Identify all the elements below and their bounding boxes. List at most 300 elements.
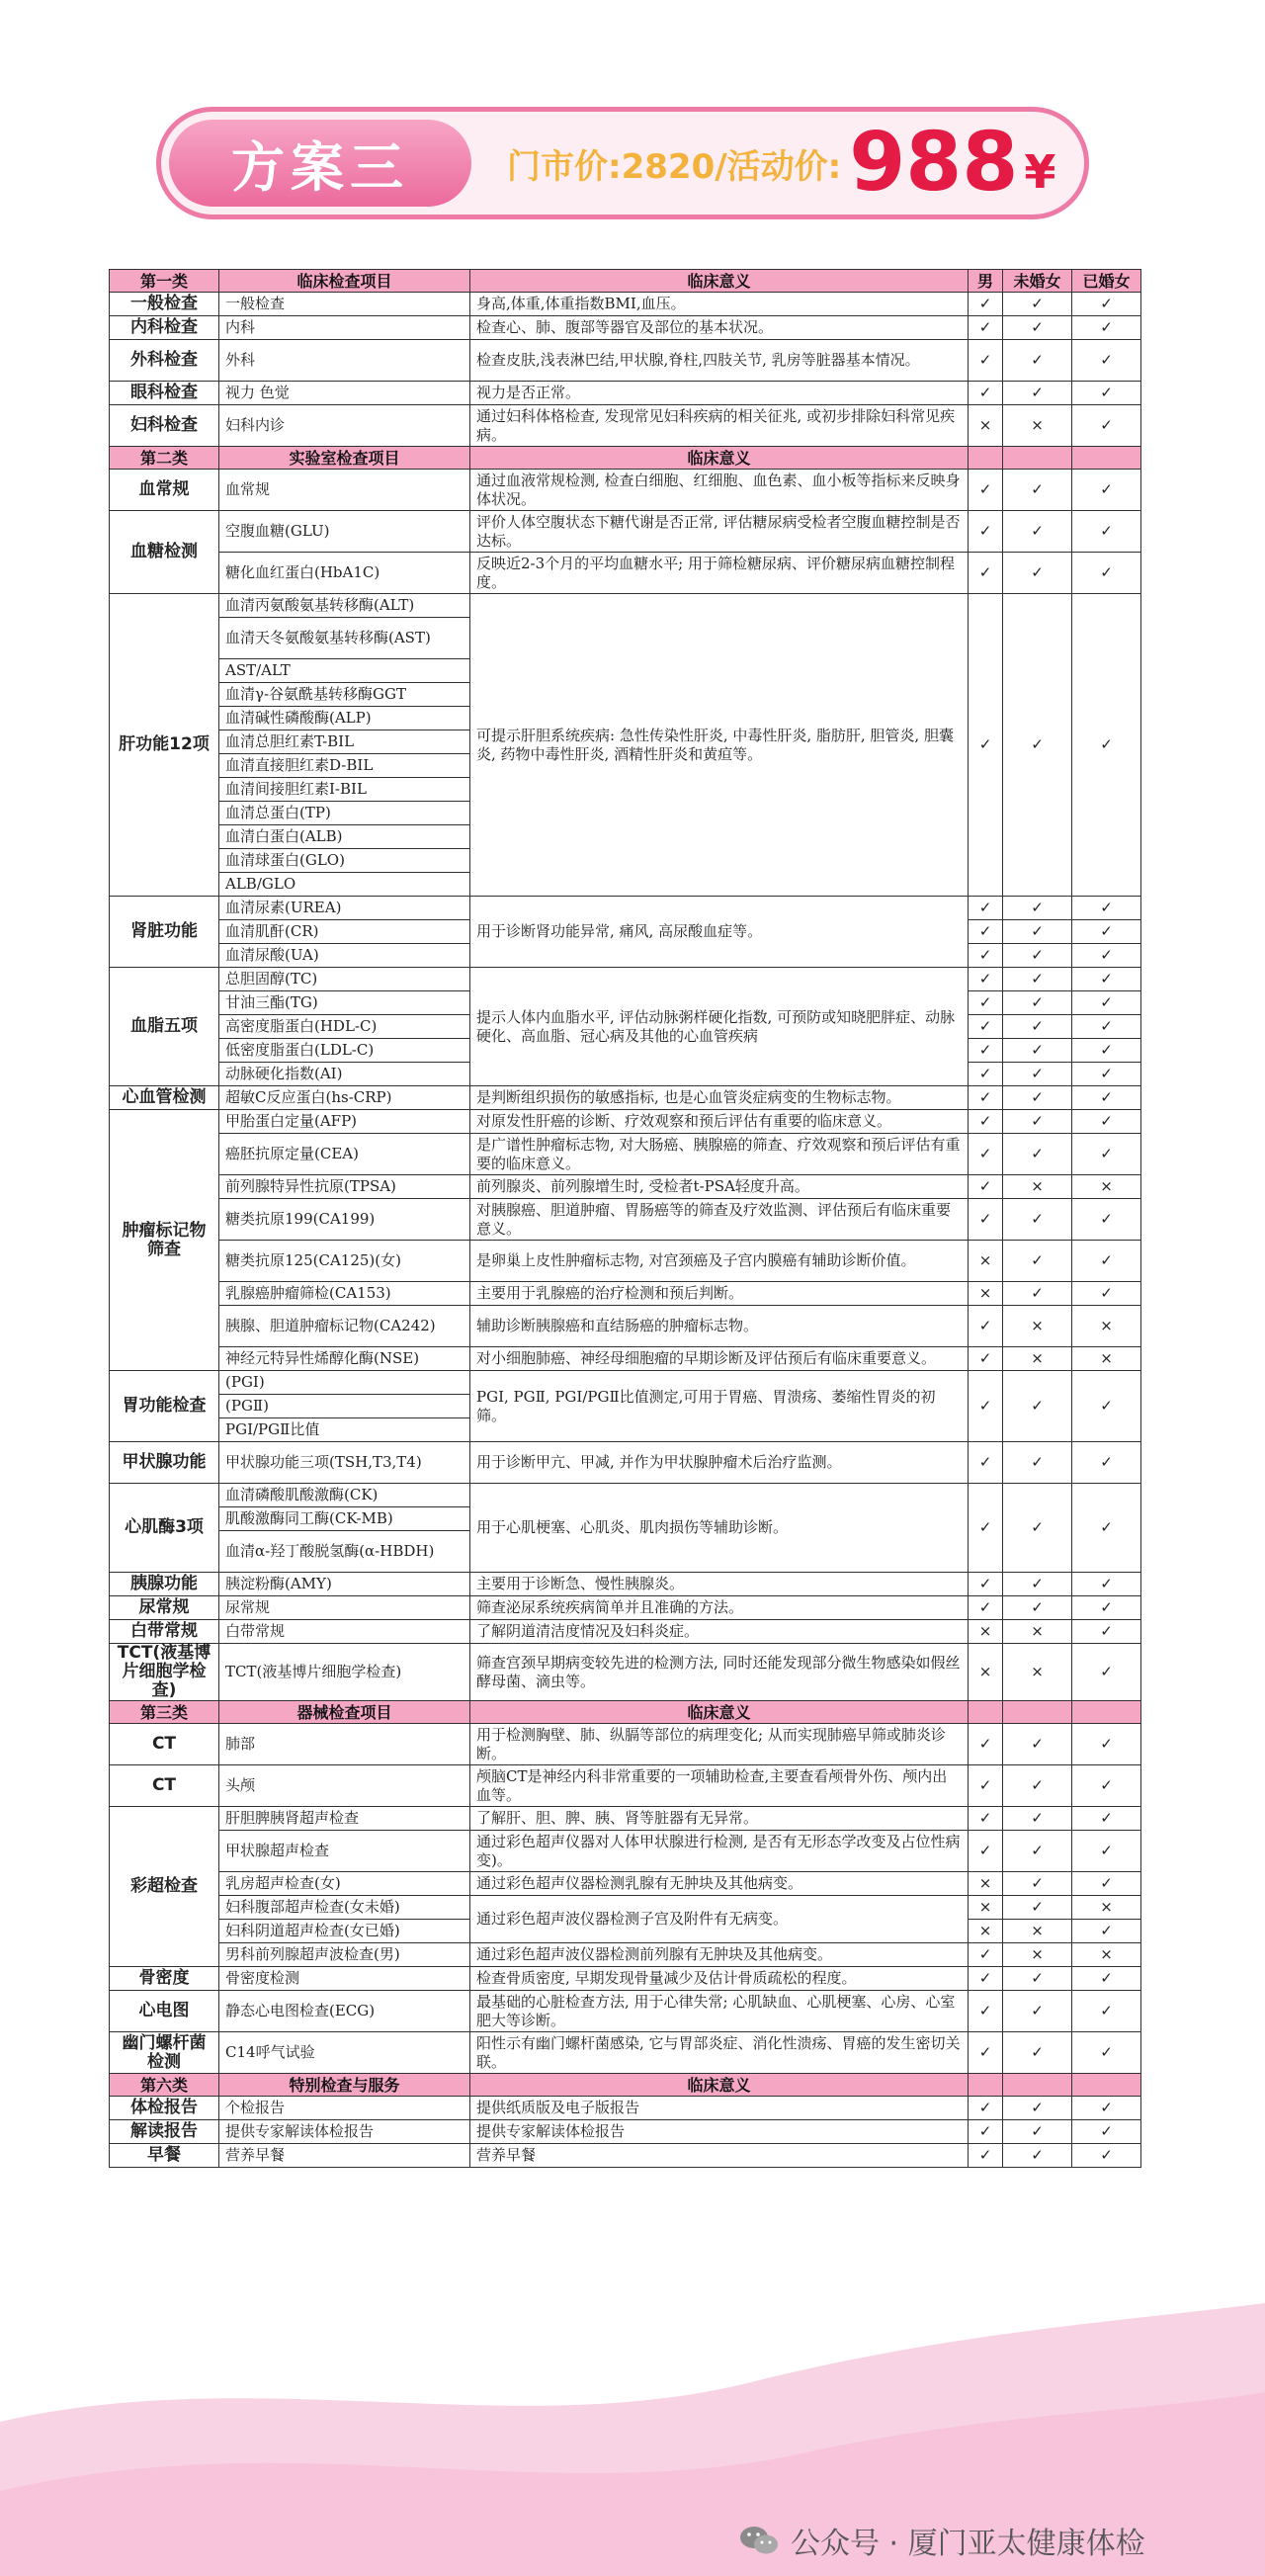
item-name: 甲状腺超声检查 (219, 1831, 470, 1872)
mark-unmarried-female: ✓ (1003, 1872, 1072, 1896)
mark-male: × (969, 1872, 1003, 1896)
mark-unmarried-female: ✓ (1003, 1371, 1072, 1442)
table-row (110, 2144, 1141, 2168)
mark-unmarried-female: ✓ (1003, 1110, 1072, 1134)
section-meaning-title: 临床意义 (470, 2074, 969, 2097)
mark-married-female: × (1072, 1306, 1141, 1347)
clinical-meaning: 辅助诊断胰腺癌和直结肠癌的肿瘤标志物。 (470, 1306, 969, 1347)
table-row (110, 511, 1141, 553)
item-name: 胰淀粉酶(AMY) (219, 1573, 470, 1596)
table-row (110, 2120, 1141, 2144)
mark-married-female: ✓ (1072, 2144, 1141, 2168)
mark-married-female: ✓ (1072, 944, 1141, 968)
clinical-meaning: 颅脑CT是神经内科非常重要的一项辅助检查,主要查看颅骨外伤、颅内出血等。 (470, 1765, 969, 1807)
item-name: 糖类抗原125(CA125)(女) (219, 1241, 470, 1282)
col-male (969, 1701, 1003, 1724)
category-label: 一般检查 (110, 293, 219, 316)
mark-male: ✓ (969, 1110, 1003, 1134)
mark-unmarried-female: ✓ (1003, 2144, 1072, 2168)
mark-male: ✓ (969, 293, 1003, 316)
section-items-title: 特别检查与服务 (219, 2074, 470, 2097)
mark-married-female: ✓ (1072, 1620, 1141, 1644)
item-name: 血清α-羟丁酸脱氢酶(α-HBDH) (219, 1531, 470, 1573)
mark-unmarried-female: ✓ (1003, 920, 1072, 944)
item-name: 前列腺特异性抗原(TPSA) (219, 1175, 470, 1199)
clinical-meaning: 用于诊断肾功能异常, 痛风, 高尿酸血症等。 (470, 897, 969, 968)
clinical-meaning: 对小细胞肺癌、神经母细胞瘤的早期诊断及评估预后有临床重要意义。 (470, 1347, 969, 1371)
item-name: 肝胆脾胰肾超声检查 (219, 1807, 470, 1831)
footer-brand-text: 公众号 · 厦门亚太健康体检 (791, 2527, 1145, 2561)
table-row (110, 1872, 1141, 1896)
table-row (110, 340, 1141, 382)
clinical-meaning: 通过彩色超声仪器对人体甲状腺进行检测, 是否有无形态学改变及占位性病变)。 (470, 1831, 969, 1872)
item-name: 提供专家解读体检报告 (219, 2120, 470, 2144)
clinical-meaning: 反映近2-3个月的平均血糖水平; 用于筛检糖尿病、评价糖尿病血糖控制程度。 (470, 553, 969, 594)
mark-unmarried-female: ✓ (1003, 1134, 1072, 1175)
item-name: 甘油三酯(TG) (219, 991, 470, 1015)
table-row (110, 470, 1141, 511)
category-label: CT (110, 1765, 219, 1807)
category-label: 早餐 (110, 2144, 219, 2168)
clinical-meaning: 了解阴道清洁度情况及妇科炎症。 (470, 1620, 969, 1644)
clinical-meaning: 评价人体空腹状态下糖代谢是否正常, 评估糖尿病受检者空腹血糖控制是否达标。 (470, 511, 969, 553)
mark-unmarried-female: ✓ (1003, 1724, 1072, 1765)
category-label: 胃功能检查 (110, 1371, 219, 1442)
mark-male: ✓ (969, 1086, 1003, 1110)
mark-married-female: ✓ (1072, 553, 1141, 594)
mark-married-female: ✓ (1072, 594, 1141, 897)
item-name: 外科 (219, 340, 470, 382)
mark-married-female: ✓ (1072, 1644, 1141, 1701)
table-row (110, 1086, 1141, 1110)
mark-married-female: ✓ (1072, 340, 1141, 382)
mark-male: ✓ (969, 1134, 1003, 1175)
table-row (110, 1175, 1141, 1199)
section-items-title: 临床检查项目 (219, 270, 470, 293)
mark-male: ✓ (969, 920, 1003, 944)
mark-married-female: ✓ (1072, 1831, 1141, 1872)
table-row (110, 1199, 1141, 1241)
clinical-meaning: 营养早餐 (470, 2144, 969, 2168)
table-row (110, 1282, 1141, 1306)
clinical-meaning: 提供纸质版及电子版报告 (470, 2097, 969, 2120)
wechat-icon (739, 2525, 779, 2556)
mark-unmarried-female: ✓ (1003, 382, 1072, 405)
section-class: 第二类 (110, 447, 219, 470)
item-name: (PGⅠ) (219, 1371, 470, 1395)
item-name: 神经元特异性烯醇化酶(NSE) (219, 1347, 470, 1371)
mark-married-female: ✓ (1072, 1241, 1141, 1282)
mark-male: ✓ (969, 2032, 1003, 2074)
clinical-meaning: 最基础的心脏检查方法, 用于心律失常; 心肌缺血、心肌梗塞、心房、心室肥大等诊断。 (470, 1991, 969, 2032)
item-name: 血清直接胆红素D-BIL (219, 754, 470, 778)
table-row (110, 1371, 1141, 1395)
item-name: 动脉硬化指数(AI) (219, 1063, 470, 1086)
item-name: 头颅 (219, 1765, 470, 1807)
item-name: 静态心电图检查(ECG) (219, 1991, 470, 2032)
mark-male: ✓ (969, 470, 1003, 511)
item-name: 血清碱性磷酸酶(ALP) (219, 707, 470, 730)
category-label: 肿瘤标记物筛查 (110, 1110, 219, 1371)
mark-male: × (969, 1644, 1003, 1701)
item-name: TCT(液基博片细胞学检查) (219, 1644, 470, 1701)
mark-married-female: ✓ (1072, 1015, 1141, 1039)
item-name: 高密度脂蛋白(HDL-C) (219, 1015, 470, 1039)
mark-male: ✓ (969, 944, 1003, 968)
mark-married-female: ✓ (1072, 1807, 1141, 1831)
table-row (110, 968, 1141, 991)
mark-unmarried-female: ✓ (1003, 991, 1072, 1015)
mark-married-female: ✓ (1072, 1199, 1141, 1241)
item-name: 低密度脂蛋白(LDL-C) (219, 1039, 470, 1063)
item-name: 癌胚抗原定量(CEA) (219, 1134, 470, 1175)
mark-male: ✓ (969, 553, 1003, 594)
mark-male: ✓ (969, 1967, 1003, 1991)
table-row (110, 1484, 1141, 1507)
item-name: 肌酸激酶同工酶(CK-MB) (219, 1507, 470, 1531)
mark-male: ✓ (969, 1807, 1003, 1831)
mark-married-female: ✓ (1072, 1967, 1141, 1991)
mark-male: ✓ (969, 1347, 1003, 1371)
table-row (110, 897, 1141, 920)
item-name: 血清γ-谷氨酰基转移酶GGT (219, 683, 470, 707)
mark-married-female: × (1072, 1347, 1141, 1371)
clinical-meaning: 用于诊断甲亢、甲减, 并作为甲状腺肿瘤术后治疗监测。 (470, 1442, 969, 1484)
mark-male: ✓ (969, 1063, 1003, 1086)
mark-unmarried-female: ✓ (1003, 1807, 1072, 1831)
category-label: 心血管检测 (110, 1086, 219, 1110)
item-name: 肺部 (219, 1724, 470, 1765)
mark-married-female: ✓ (1072, 2097, 1141, 2120)
mark-unmarried-female: ✓ (1003, 1573, 1072, 1596)
col-married-female (1072, 2074, 1141, 2097)
category-label: 心肌酶3项 (110, 1484, 219, 1573)
item-name: 乳房超声检查(女) (219, 1872, 470, 1896)
mark-unmarried-female: ✓ (1003, 1442, 1072, 1484)
mark-unmarried-female: ✓ (1003, 1831, 1072, 1872)
mark-male: ✓ (969, 1199, 1003, 1241)
mark-male: × (969, 1620, 1003, 1644)
mark-unmarried-female: ✓ (1003, 2120, 1072, 2144)
category-label: 骨密度 (110, 1967, 219, 1991)
mark-married-female: ✓ (1072, 382, 1141, 405)
section-items-title: 实验室检查项目 (219, 447, 470, 470)
category-label: TCT(液基博片细胞学检查) (110, 1644, 219, 1701)
item-name: 营养早餐 (219, 2144, 470, 2168)
category-label: 血糖检测 (110, 511, 219, 594)
mark-married-female: ✓ (1072, 897, 1141, 920)
item-name: AST/ALT (219, 659, 470, 683)
section-header (110, 2074, 1141, 2097)
mark-unmarried-female: ✓ (1003, 293, 1072, 316)
table-row (110, 1807, 1141, 1831)
section-items-title: 器械检查项目 (219, 1701, 470, 1724)
plan-title: 方案三 (231, 135, 409, 199)
section-class: 第六类 (110, 2074, 219, 2097)
table-row (110, 293, 1141, 316)
mark-unmarried-female: × (1003, 1306, 1072, 1347)
mark-married-female: ✓ (1072, 1765, 1141, 1807)
item-name: 血清丙氨酸氨基转移酶(ALT) (219, 594, 470, 618)
item-name: 妇科内诊 (219, 405, 470, 447)
clinical-meaning: 筛查宫颈早期病变较先进的检测方法, 同时还能发现部分微生物感染如假丝酵母菌、滴虫等。 (470, 1644, 969, 1701)
price-label: 门市价:2820/活动价: (507, 146, 842, 187)
mark-unmarried-female: × (1003, 1644, 1072, 1701)
mark-male: ✓ (969, 1015, 1003, 1039)
mark-married-female: ✓ (1072, 1063, 1141, 1086)
mark-married-female: ✓ (1072, 1573, 1141, 1596)
price-area (507, 112, 1055, 215)
table-row (110, 1134, 1141, 1175)
item-name: 血清磷酸肌酸激酶(CK) (219, 1484, 470, 1507)
clinical-meaning: PGⅠ, PGⅡ, PGⅠ/PGⅡ比值测定,可用于胃癌、胃溃疡、萎缩性胃炎的初筛。 (470, 1371, 969, 1442)
category-label: 妇科检查 (110, 405, 219, 447)
price-value: 988 (849, 116, 1019, 210)
mark-male: ✓ (969, 968, 1003, 991)
table-row (110, 1442, 1141, 1484)
table-row (110, 1644, 1141, 1701)
item-name: 糖化血红蛋白(HbA1C) (219, 553, 470, 594)
table-row (110, 553, 1141, 594)
mark-male: ✓ (969, 1596, 1003, 1620)
category-label: CT (110, 1724, 219, 1765)
category-label: 彩超检查 (110, 1807, 219, 1967)
table-row (110, 1943, 1141, 1967)
category-label: 内科检查 (110, 316, 219, 340)
item-name: 血清肌酐(CR) (219, 920, 470, 944)
section-header (110, 447, 1141, 470)
mark-married-female: ✓ (1072, 2032, 1141, 2074)
col-male (969, 2074, 1003, 2097)
section-class: 第三类 (110, 1701, 219, 1724)
clinical-meaning: 检查心、肺、腹部等器官及部位的基本状况。 (470, 316, 969, 340)
table-row (110, 1347, 1141, 1371)
mark-unmarried-female: × (1003, 1943, 1072, 1967)
clinical-meaning: 检查皮肤,浅表淋巴结,甲状腺,脊柱,四肢关节, 乳房等脏器基本情况。 (470, 340, 969, 382)
col-male (969, 447, 1003, 470)
item-name: 血清总蛋白(TP) (219, 802, 470, 825)
mark-male: ✓ (969, 511, 1003, 553)
item-name: 甲胎蛋白定量(AFP) (219, 1110, 470, 1134)
table-row (110, 1831, 1141, 1872)
clinical-meaning: 是广谱性肿瘤标志物, 对大肠癌、胰腺癌的筛查、疗效观察和预后评估有重要的临床意义。 (470, 1134, 969, 1175)
clinical-meaning: 通过彩色超声波仪器检测子宫及附件有无病变。 (470, 1896, 969, 1943)
item-name: 妇科腹部超声检查(女未婚) (219, 1896, 470, 1920)
mark-male: ✓ (969, 1175, 1003, 1199)
category-label: 白带常规 (110, 1620, 219, 1644)
col-unmarried-female: 未婚女 (1003, 270, 1072, 293)
mark-unmarried-female: ✓ (1003, 553, 1072, 594)
item-name: 血清总胆红素T-BIL (219, 730, 470, 754)
mark-unmarried-female: ✓ (1003, 897, 1072, 920)
mark-married-female: ✓ (1072, 316, 1141, 340)
item-name: 一般检查 (219, 293, 470, 316)
item-name: 尿常规 (219, 1596, 470, 1620)
table-row (110, 1573, 1141, 1596)
category-label: 肝功能12项 (110, 594, 219, 897)
mark-married-female: ✓ (1072, 2120, 1141, 2144)
item-name: 血清尿素(UREA) (219, 897, 470, 920)
mark-male: ✓ (969, 897, 1003, 920)
category-label: 血脂五项 (110, 968, 219, 1086)
clinical-meaning: 提供专家解读体检报告 (470, 2120, 969, 2144)
item-name: 超敏C反应蛋白(hs-CRP) (219, 1086, 470, 1110)
mark-male: × (969, 1241, 1003, 1282)
mark-male: ✓ (969, 2097, 1003, 2120)
item-name: 总胆固醇(TC) (219, 968, 470, 991)
clinical-meaning: 提示人体内血脂水平, 评估动脉粥样硬化指数, 可预防或知晓肥胖症、动脉硬化、高血脂、冠心病及其他的心血管疾病 (470, 968, 969, 1086)
mark-unmarried-female: ✓ (1003, 340, 1072, 382)
mark-married-female: ✓ (1072, 293, 1141, 316)
mark-unmarried-female: × (1003, 1920, 1072, 1943)
mark-unmarried-female: ✓ (1003, 316, 1072, 340)
mark-married-female: ✓ (1072, 1039, 1141, 1063)
mark-male: ✓ (969, 594, 1003, 897)
col-married-female (1072, 447, 1141, 470)
mark-unmarried-female: ✓ (1003, 1596, 1072, 1620)
item-name: 骨密度检测 (219, 1967, 470, 1991)
plan-banner (156, 107, 1089, 219)
mark-married-female: ✓ (1072, 1134, 1141, 1175)
category-label: 幽门螺杆菌检测 (110, 2032, 219, 2074)
mark-married-female: ✓ (1072, 1484, 1141, 1573)
clinical-meaning: 通过彩色超声仪器检测乳腺有无肿块及其他病变。 (470, 1872, 969, 1896)
mark-male: ✓ (969, 1039, 1003, 1063)
item-name: 血清间接胆红素I-BIL (219, 778, 470, 802)
mark-male: ✓ (969, 340, 1003, 382)
mark-unmarried-female: × (1003, 405, 1072, 447)
mark-unmarried-female: × (1003, 1620, 1072, 1644)
item-name: 乳腺癌肿瘤筛检(CA153) (219, 1282, 470, 1306)
mark-unmarried-female: ✓ (1003, 1896, 1072, 1920)
mark-male: ✓ (969, 1442, 1003, 1484)
item-name: ALB/GLO (219, 873, 470, 897)
mark-married-female: ✓ (1072, 1371, 1141, 1442)
table-row (110, 316, 1141, 340)
item-name: 血常规 (219, 470, 470, 511)
mark-unmarried-female: ✓ (1003, 1241, 1072, 1282)
item-name: 视力 色觉 (219, 382, 470, 405)
item-name: 胰腺、胆道肿瘤标记物(CA242) (219, 1306, 470, 1347)
mark-male: ✓ (969, 1371, 1003, 1442)
category-label: 尿常规 (110, 1596, 219, 1620)
mark-married-female: ✓ (1072, 1596, 1141, 1620)
section-header (110, 270, 1141, 293)
item-name: 内科 (219, 316, 470, 340)
table-row (110, 1765, 1141, 1807)
item-name: 甲状腺功能三项(TSH,T3,T4) (219, 1442, 470, 1484)
item-name: 个检报告 (219, 2097, 470, 2120)
mark-unmarried-female: ✓ (1003, 968, 1072, 991)
col-married-female: 已婚女 (1072, 270, 1141, 293)
mark-married-female: × (1072, 1175, 1141, 1199)
mark-male: ✓ (969, 1991, 1003, 2032)
clinical-meaning: 是卵巢上皮性肿瘤标志物, 对宫颈癌及子宫内膜癌有辅助诊断价值。 (470, 1241, 969, 1282)
mark-male: ✓ (969, 1306, 1003, 1347)
clinical-meaning: 通过妇科体格检查, 发现常见妇科疾病的相关征兆, 或初步排除妇科常见疾病。 (470, 405, 969, 447)
mark-male: ✓ (969, 1765, 1003, 1807)
mark-unmarried-female: ✓ (1003, 1991, 1072, 2032)
category-label: 心电图 (110, 1991, 219, 2032)
item-name: 血清白蛋白(ALB) (219, 825, 470, 849)
table-row (110, 405, 1141, 447)
mark-unmarried-female: ✓ (1003, 511, 1072, 553)
table-row (110, 594, 1141, 618)
mark-unmarried-female: ✓ (1003, 2032, 1072, 2074)
item-name: 血清天冬氨酸氨基转移酶(AST) (219, 618, 470, 659)
clinical-meaning: 视力是否正常。 (470, 382, 969, 405)
table-row (110, 1596, 1141, 1620)
item-name: 血清尿酸(UA) (219, 944, 470, 968)
table-row (110, 382, 1141, 405)
clinical-meaning: 通过彩色超声波仪器检测前列腺有无肿块及其他病变。 (470, 1943, 969, 1967)
mark-male: ✓ (969, 1573, 1003, 1596)
col-unmarried-female (1003, 447, 1072, 470)
section-meaning-title: 临床意义 (470, 1701, 969, 1724)
mark-unmarried-female: × (1003, 1347, 1072, 1371)
item-name: 血清球蛋白(GLO) (219, 849, 470, 873)
mark-male: ✓ (969, 382, 1003, 405)
category-label: 胰腺功能 (110, 1573, 219, 1596)
col-unmarried-female (1003, 2074, 1072, 2097)
clinical-meaning: 是判断组织损伤的敏感指标, 也是心血管炎症病变的生物标志物。 (470, 1086, 969, 1110)
item-name: (PGⅡ) (219, 1395, 470, 1418)
mark-male: ✓ (969, 1831, 1003, 1872)
clinical-meaning: 阳性示有幽门螺杆菌感染, 它与胃部炎症、消化性溃疡、胃癌的发生密切关联。 (470, 2032, 969, 2074)
mark-unmarried-female: ✓ (1003, 1765, 1072, 1807)
mark-unmarried-female: ✓ (1003, 1086, 1072, 1110)
mark-unmarried-female: ✓ (1003, 1967, 1072, 1991)
clinical-meaning: 可提示肝胆系统疾病: 急性传染性肝炎, 中毒性肝炎, 脂肪肝, 胆管炎, 胆囊炎, 药物中毒性肝炎, 酒精性肝炎和黄疸等。 (470, 594, 969, 897)
mark-married-female: ✓ (1072, 1282, 1141, 1306)
mark-male: × (969, 1920, 1003, 1943)
mark-unmarried-female: ✓ (1003, 1484, 1072, 1573)
mark-married-female: ✓ (1072, 405, 1141, 447)
mark-unmarried-female: ✓ (1003, 1015, 1072, 1039)
clinical-meaning: 检查骨质密度, 早期发现骨量减少及估计骨质疏松的程度。 (470, 1967, 969, 1991)
mark-married-female: ✓ (1072, 1110, 1141, 1134)
plan-title-pill (169, 120, 471, 207)
table-row (110, 2097, 1141, 2120)
mark-male: × (969, 1896, 1003, 1920)
table-row (110, 1620, 1141, 1644)
mark-unmarried-female: × (1003, 1175, 1072, 1199)
section-meaning-title: 临床意义 (470, 270, 969, 293)
mark-male: ✓ (969, 316, 1003, 340)
currency-symbol: ¥ (1024, 145, 1056, 199)
item-name: 糖类抗原199(CA199) (219, 1199, 470, 1241)
table-row (110, 2032, 1141, 2074)
mark-male: ✓ (969, 1724, 1003, 1765)
mark-married-female: ✓ (1072, 1872, 1141, 1896)
category-label: 血常规 (110, 470, 219, 511)
mark-married-female: ✓ (1072, 1442, 1141, 1484)
col-unmarried-female (1003, 1701, 1072, 1724)
clinical-meaning: 主要用于诊断急、慢性胰腺炎。 (470, 1573, 969, 1596)
clinical-meaning: 前列腺炎、前列腺增生时, 受检者t-PSA轻度升高。 (470, 1175, 969, 1199)
mark-male: ✓ (969, 2144, 1003, 2168)
mark-unmarried-female: ✓ (1003, 1039, 1072, 1063)
mark-married-female: ✓ (1072, 991, 1141, 1015)
table-row (110, 1991, 1141, 2032)
clinical-meaning: 用于心肌梗塞、心肌炎、肌肉损伤等辅助诊断。 (470, 1484, 969, 1573)
clinical-meaning: 了解肝、胆、脾、胰、肾等脏器有无异常。 (470, 1807, 969, 1831)
table-row (110, 1896, 1141, 1920)
mark-unmarried-female: ✓ (1003, 1199, 1072, 1241)
category-label: 体检报告 (110, 2097, 219, 2120)
table-row (110, 1724, 1141, 1765)
item-name: PGⅠ/PGⅡ比值 (219, 1418, 470, 1442)
